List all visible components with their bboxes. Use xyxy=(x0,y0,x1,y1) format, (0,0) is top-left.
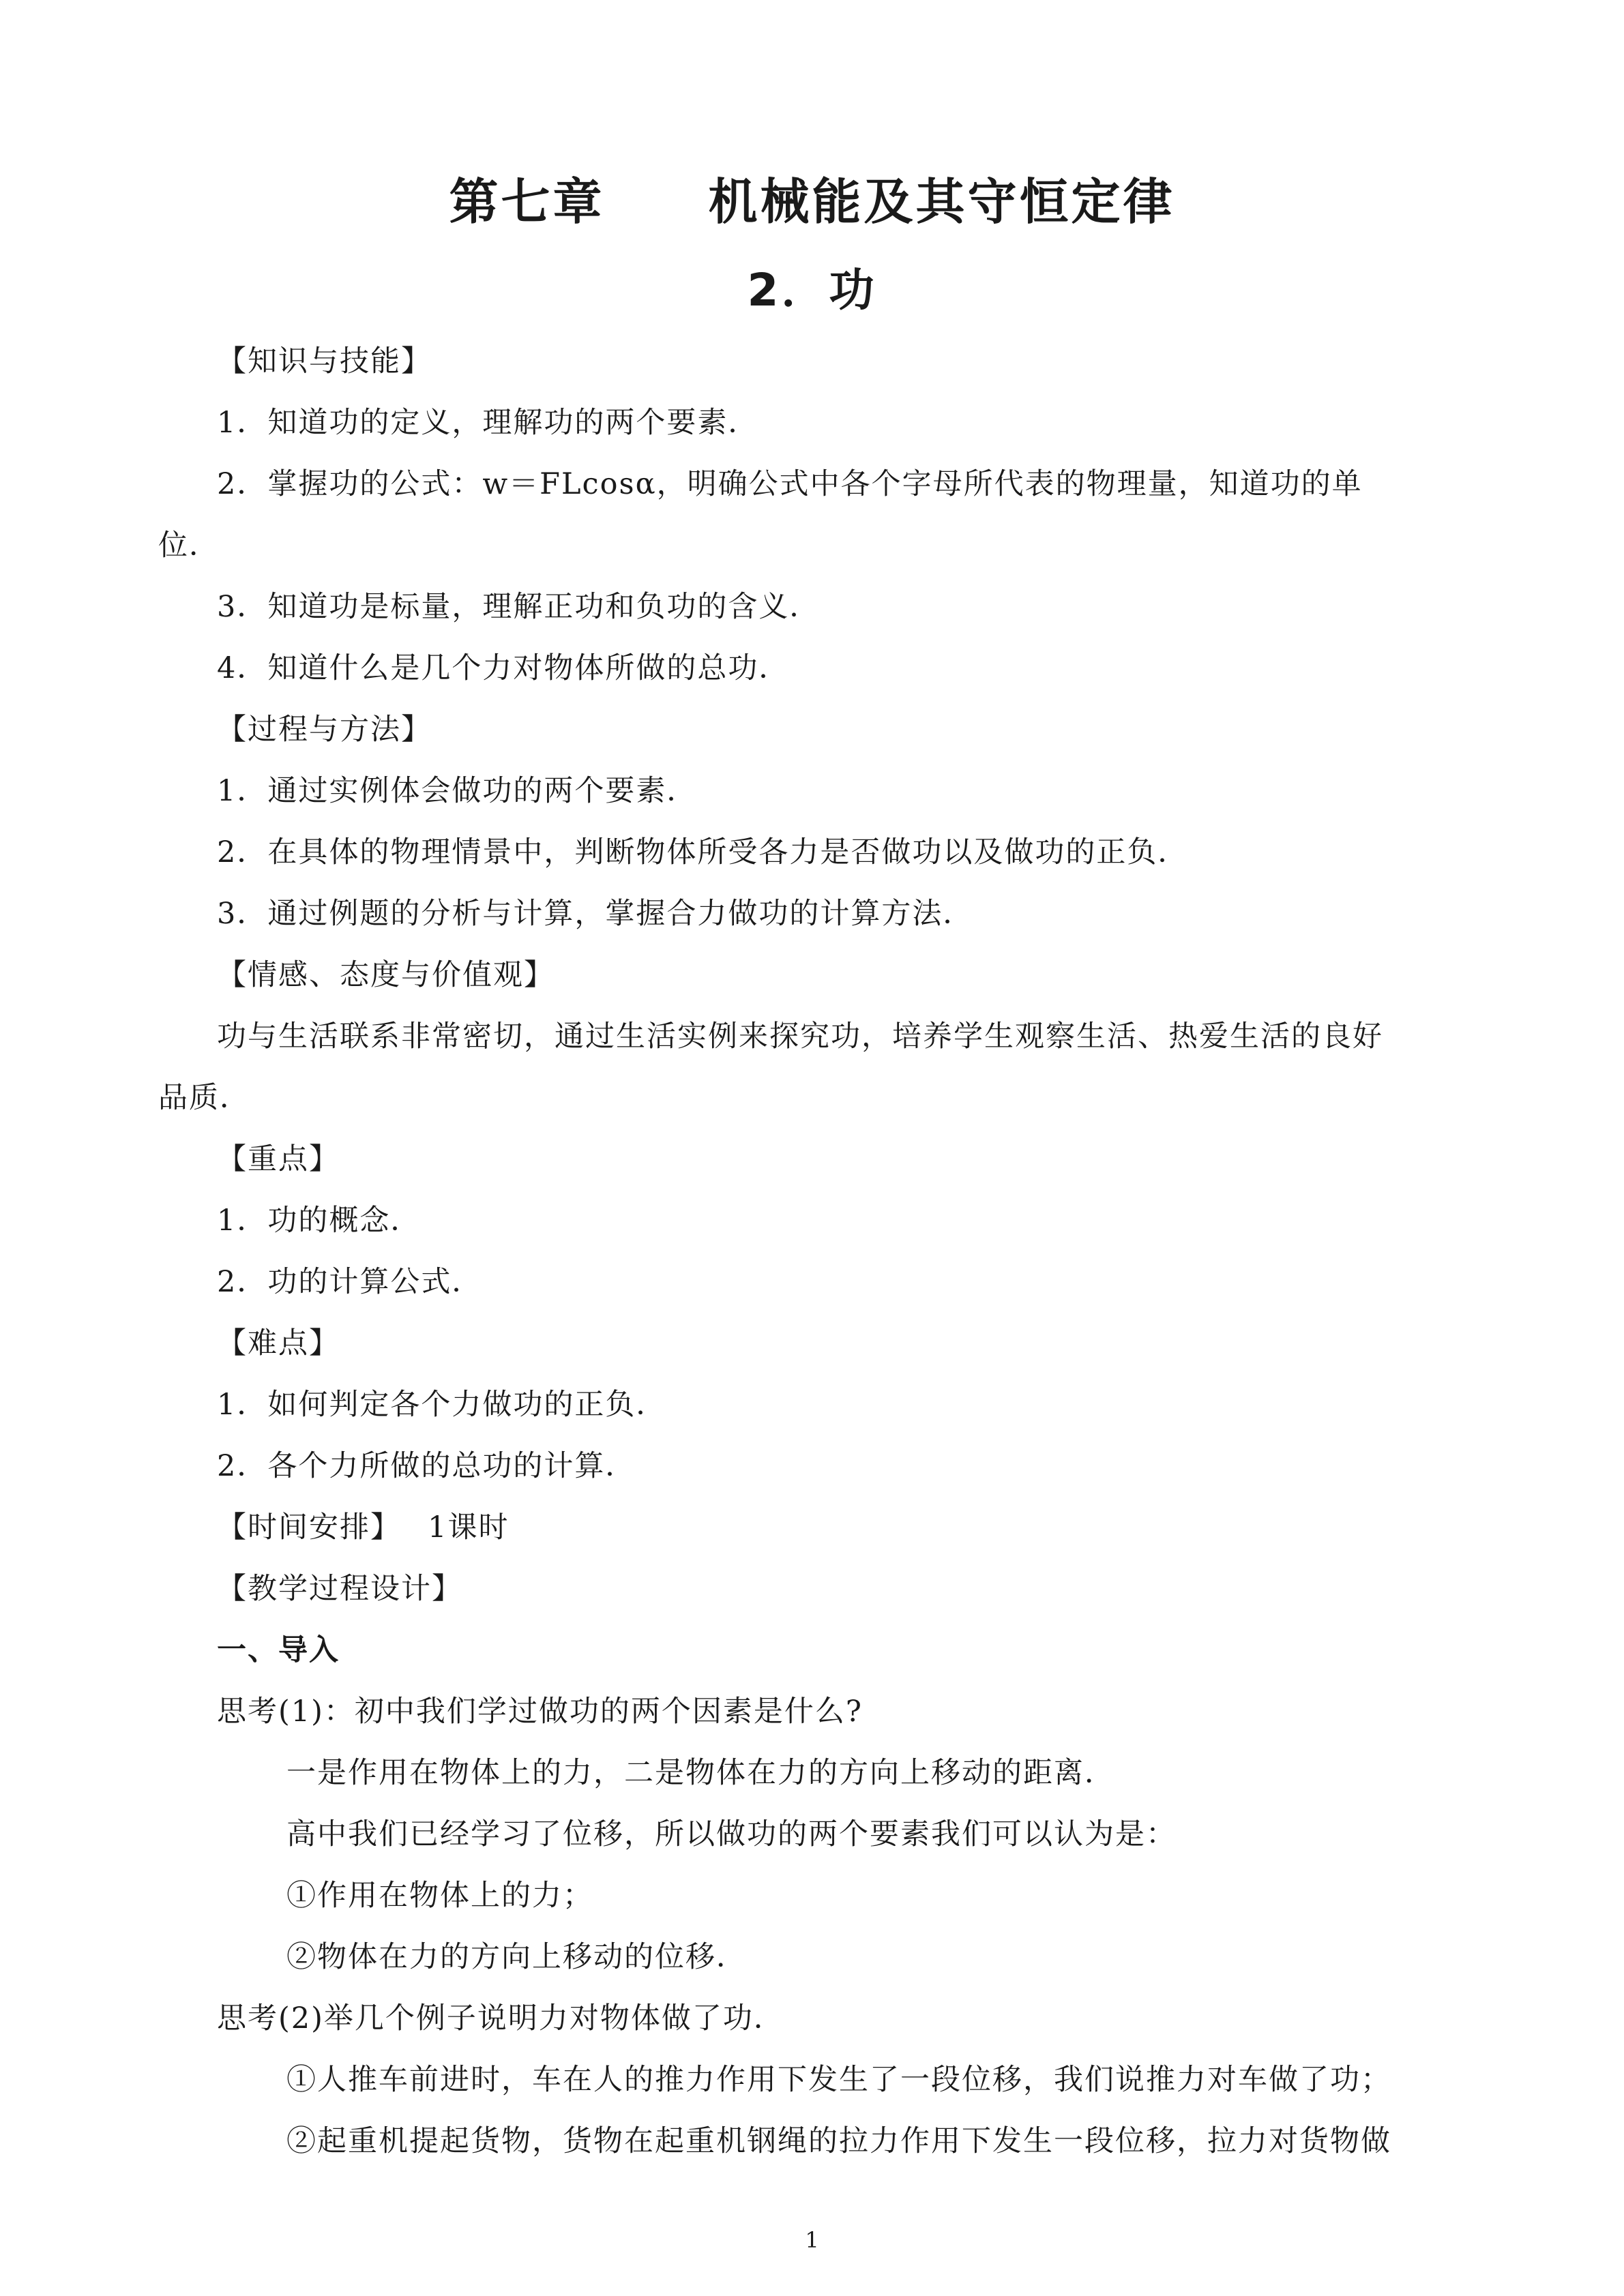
heading-introduction: 一、导入 xyxy=(217,1633,340,1667)
chapter-title: 第七章 机械能及其守恒定律 xyxy=(449,173,1175,230)
difficulty-1: 1．如何判定各个力做功的正负． xyxy=(217,1388,667,1422)
process-item-3: 3．通过例题的分析与计算，掌握合力做功的计算方法． xyxy=(217,897,974,931)
answer-1-item-2: ②物体在力的方向上移动的位移． xyxy=(286,1940,747,1974)
answer-1-line-1: 一是作用在物体上的力，二是物体在力的方向上移动的距离． xyxy=(286,1756,1115,1790)
emotion-text-cont: 品质． xyxy=(158,1081,250,1115)
heading-teaching-design: 【教学过程设计】 xyxy=(217,1572,462,1606)
example-2: ②起重机提起货物，货物在起重机钢绳的拉力作用下发生一段位移，拉力对货物做 xyxy=(286,2124,1391,2158)
knowledge-item-2: 2．掌握功的公式：w＝FLcosα，明确公式中各个字母所代表的物理量，知道功的单 xyxy=(217,467,1363,501)
heading-difficulties: 【难点】 xyxy=(217,1326,340,1360)
knowledge-item-4: 4．知道什么是几个力对物体所做的总功． xyxy=(217,651,790,685)
process-item-2: 2．在具体的物理情景中，判断物体所受各力是否做功以及做功的正负． xyxy=(217,835,1189,869)
knowledge-item-3: 3．知道功是标量，理解正功和负功的含义． xyxy=(217,590,821,624)
section-title: 2．功 xyxy=(747,264,877,316)
heading-knowledge-skills: 【知识与技能】 xyxy=(217,344,432,378)
process-item-1: 1．通过实例体会做功的两个要素． xyxy=(217,774,698,808)
answer-1-item-1: ①作用在物体上的力； xyxy=(286,1879,593,1913)
question-2: 思考(2)举几个例子说明力对物体做了功． xyxy=(217,2001,784,2036)
page-number: 1 xyxy=(805,2227,819,2253)
heading-process-method: 【过程与方法】 xyxy=(217,713,432,747)
emotion-text: 功与生活联系非常密切，通过生活实例来探究功，培养学生观察生活、热爱生活的良好 xyxy=(217,1019,1383,1054)
heading-key-points: 【重点】 xyxy=(217,1142,340,1176)
heading-emotion-values: 【情感、态度与价值观】 xyxy=(217,958,555,992)
knowledge-item-2-cont: 位． xyxy=(158,528,220,563)
time-schedule: 【时间安排】 1课时 xyxy=(217,1510,510,1545)
key-point-2: 2．功的计算公式． xyxy=(217,1265,483,1299)
knowledge-item-1: 1．知道功的定义，理解功的两个要素． xyxy=(217,406,759,440)
key-point-1: 1．功的概念． xyxy=(217,1204,422,1238)
answer-1-line-2: 高中我们已经学习了位移，所以做功的两个要素我们可以认为是： xyxy=(286,1817,1177,1851)
example-1: ①人推车前进时，车在人的推力作用下发生了一段位移，我们说推力对车做了功； xyxy=(286,2063,1391,2097)
question-1: 思考(1)：初中我们学过做功的两个因素是什么? xyxy=(217,1695,863,1729)
difficulty-2: 2．各个力所做的总功的计算． xyxy=(217,1449,636,1483)
